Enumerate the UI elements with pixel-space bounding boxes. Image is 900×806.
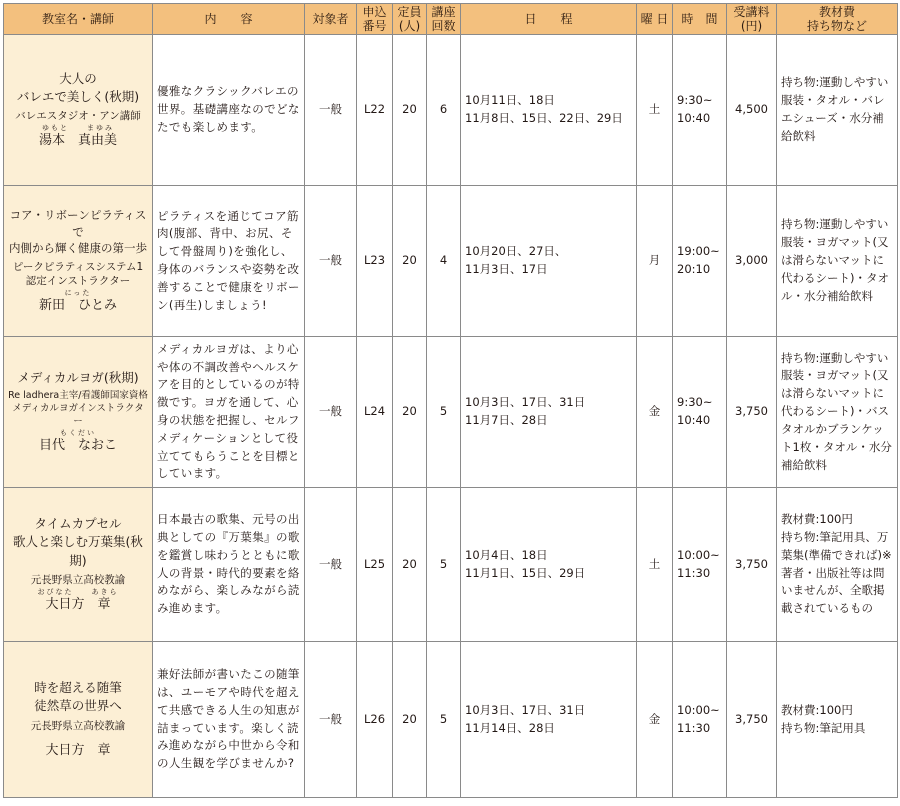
weekday: 土: [637, 35, 673, 186]
header-name: 教室名・講師: [4, 4, 153, 35]
course-title: メディカルヨガ(秋期): [17, 369, 139, 385]
time-range: [673, 488, 727, 642]
time-start: 10:00~: [677, 702, 720, 717]
time-start: 9:30~: [677, 93, 713, 108]
schedule-dates: [461, 642, 637, 798]
materials: 教材費:100円 持ち物:筆記用具: [777, 642, 898, 798]
header-app-no: 申込 番号: [357, 4, 393, 35]
session-count: 4: [427, 186, 461, 337]
time-start: 10:00~: [677, 547, 720, 562]
time-end: 20:10: [677, 262, 711, 276]
materials: 持ち物:運動しやすい服装・タオル・バレエシューズ・水分補給飲料: [777, 35, 898, 186]
target-audience: 一般: [305, 337, 357, 488]
header-materials: 教材費 持ち物など: [777, 4, 898, 35]
course-description: 兼好法師が書いたこの随筆は、ユーモアや時代を超えて共感できる人生の知恵が詰まっています。楽しく読み進めながら中世から令和の人生観を学びませんか?: [153, 642, 305, 798]
lecturer-affiliation: ピークピラティスシステム1 認定インストラクター: [12, 260, 144, 288]
lecturer-affiliation: バレエスタジオ・アン講師: [15, 110, 141, 123]
course-title: 時を超える随筆 徒然草の世界へ: [34, 680, 122, 714]
lecturer-affiliation: 元長野県立高校教諭: [30, 573, 126, 586]
materials: 教材費:100円 持ち物:筆記用具、万葉集(準備できれば)※著者・出版社等は問いませんが、全歌掲載されているもの: [777, 488, 898, 642]
lecturer-name: 目代 なおこ: [38, 438, 117, 454]
lecturer-name: 大日方 章: [45, 596, 111, 612]
lecturer-name-reading: おびなた あきら: [37, 587, 119, 596]
header-row: [4, 4, 898, 35]
header-content: 内 容: [153, 4, 305, 35]
materials: 持ち物:運動しやすい服装・ヨガマット(又は滑らないマットに代わるシート)・バスタオルかブランケット1枚・タオル・水分補給飲料: [777, 337, 898, 488]
dates-line: 10月3日、17日、31日: [465, 395, 586, 410]
weekday: 金: [637, 642, 673, 798]
course-name-cell: [4, 642, 153, 798]
application-number: L22: [357, 35, 393, 186]
schedule-dates: [461, 488, 637, 642]
course-name-cell: [4, 488, 153, 642]
header-sessions: 講座 回数: [427, 4, 461, 35]
schedule-dates: [461, 337, 637, 488]
course-description: 日本最古の歌集、元号の出典としての『万葉集』の歌を鑑賞し味わうとともに歌人の背景・時代的要素を絡めながら、楽しみながら読み進めます。: [153, 488, 305, 642]
lecturer-affiliation: Re ladhera主宰/看護師国家資格 メディカルヨガインストラクター: [8, 389, 148, 427]
fee: 3,750: [727, 337, 777, 488]
lecturer-affiliation: 元長野県立高校教諭: [30, 719, 126, 732]
header-time: 時 間: [673, 4, 727, 35]
application-number: L26: [357, 642, 393, 798]
fee: 3,750: [727, 488, 777, 642]
lecturer-name-reading: ゆもと まゆみ: [42, 124, 114, 133]
time-end: 10:40: [677, 111, 711, 125]
table-row: [4, 642, 898, 798]
time-end: 11:30: [677, 565, 711, 580]
application-number: L23: [357, 186, 393, 337]
application-number: L24: [357, 337, 393, 488]
target-audience: 一般: [305, 186, 357, 337]
dates-line: 10月4日、18日: [465, 547, 548, 562]
time-range: [673, 337, 727, 488]
fee: 3,000: [727, 186, 777, 337]
weekday: 月: [637, 186, 673, 337]
course-title: コア・リボーンピラティスで 内側から輝く健康の第一歩: [9, 207, 147, 256]
dates-line: 11月3日、17日: [465, 262, 548, 276]
target-audience: 一般: [305, 488, 357, 642]
application-number: L25: [357, 488, 393, 642]
lecturer-name-reading: もくだい: [60, 429, 96, 438]
dates-line: 10月3日、17日、31日: [465, 702, 586, 717]
dates-line: 10月20日、27日、: [465, 244, 567, 259]
time-range: [673, 35, 727, 186]
session-count: 5: [427, 642, 461, 798]
capacity: 20: [393, 186, 427, 337]
course-name-cell: [4, 35, 153, 186]
header-fee: 受講料 (円): [727, 4, 777, 35]
table-row: [4, 186, 898, 337]
time-end: 10:40: [677, 413, 711, 427]
dates-line: 11月1日、15日、29日: [465, 565, 586, 580]
capacity: 20: [393, 488, 427, 642]
dates-line: 10月11日、18日: [465, 93, 555, 108]
capacity: 20: [393, 35, 427, 186]
lecturer-name-reading: にった: [64, 289, 92, 298]
fee: 3,750: [727, 642, 777, 798]
header-target: 対象者: [305, 4, 357, 35]
capacity: 20: [393, 642, 427, 798]
lecturer-name: 大日方 章: [45, 742, 111, 758]
course-title: タイムカプセル 歌人と楽しむ万葉集(秋期): [13, 516, 143, 568]
schedule-dates: [461, 186, 637, 337]
table-row: [4, 337, 898, 488]
lecturer-name: 湯本 真由美: [38, 133, 117, 149]
course-description: メディカルヨガは、より心や体の不調改善やヘルスケアを目的としているのが特徴です。ヨガを通して、心身の状態を把握し、セルフメディケーションとして役立ててもらうことを目標としています。: [153, 337, 305, 488]
schedule-dates: [461, 35, 637, 186]
time-range: [673, 642, 727, 798]
header-schedule: 日 程: [461, 4, 637, 35]
session-count: 6: [427, 35, 461, 186]
time-start: 19:00~: [677, 244, 720, 259]
course-title: 大人の バレエで美しく(秋期): [16, 70, 140, 104]
course-name-cell: [4, 186, 153, 337]
weekday: 土: [637, 488, 673, 642]
fee: 4,500: [727, 35, 777, 186]
dates-line: 11月8日、15日、22日、29日: [465, 111, 623, 125]
capacity: 20: [393, 337, 427, 488]
dates-line: 11月14日、28日: [465, 720, 555, 735]
course-schedule-table: [3, 3, 898, 798]
dates-line: 11月7日、28日: [465, 413, 548, 427]
materials: 持ち物:運動しやすい服装・ヨガマット(又は滑らないマットに代わるシート)・タオル・水分補給飲料: [777, 186, 898, 337]
target-audience: 一般: [305, 35, 357, 186]
header-capacity: 定員 (人): [393, 4, 427, 35]
session-count: 5: [427, 488, 461, 642]
session-count: 5: [427, 337, 461, 488]
time-range: [673, 186, 727, 337]
course-name-cell: [4, 337, 153, 488]
lecturer-name: 新田 ひとみ: [38, 298, 117, 314]
course-description: ピラティスを通じてコア筋肉(腹部、背中、お尻、そして骨盤周り)を強化し、身体のバランスや姿勢を改善することで健康をリボーン(再生)しましょう!: [153, 186, 305, 337]
header-weekday: 曜 日: [637, 4, 673, 35]
time-end: 11:30: [677, 720, 711, 735]
target-audience: 一般: [305, 642, 357, 798]
weekday: 金: [637, 337, 673, 488]
course-description: 優雅なクラシックバレエの世界。基礎講座なのでどなたでも楽しめます。: [153, 35, 305, 186]
table-row: [4, 35, 898, 186]
time-start: 9:30~: [677, 395, 713, 410]
table-row: [4, 488, 898, 642]
